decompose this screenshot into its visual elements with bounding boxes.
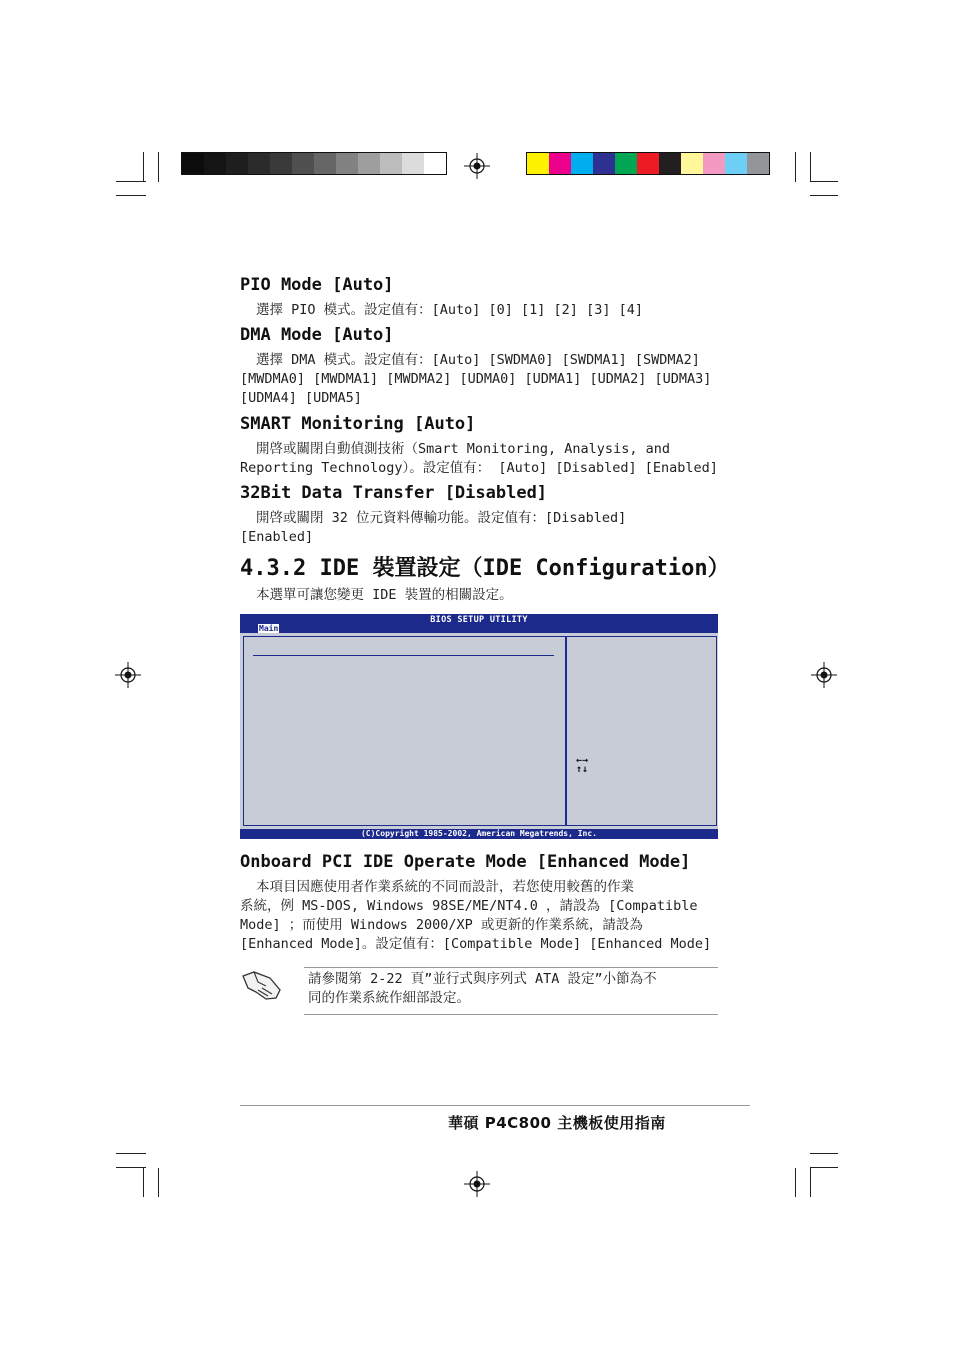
section-body-pio-mode <box>240 301 718 320</box>
body-line: [UDMA4] [UDMA5] <box>240 390 362 406</box>
bios-copyright: (C)Copyright 1985-2002, American Megatrends, Inc. <box>360 829 597 838</box>
crop-mark <box>116 1167 146 1168</box>
calibration-swatch <box>747 153 769 174</box>
body-line: [Enabled] <box>240 529 314 545</box>
calibration-swatch <box>248 153 270 174</box>
registration-mark-icon <box>464 1171 490 1197</box>
crop-mark <box>116 181 146 182</box>
body-line: 選擇 DMA 模式。設定值有：[Auto] [SWDMA0] [SWDMA1] [SWDMA2] <box>256 352 700 368</box>
calibration-swatch <box>615 153 637 174</box>
crop-mark <box>810 195 838 196</box>
bios-divider <box>253 655 554 656</box>
note-text <box>308 970 718 1008</box>
page-title: 4.3.2 IDE 裝置設定（IDE Configuration） <box>240 556 730 581</box>
crop-mark <box>116 195 146 196</box>
note-line: 同的作業系統作細部設定。 <box>308 990 470 1006</box>
page-footer: 華碩 P4C800 主機板使用指南 <box>448 1114 666 1132</box>
calibration-swatch <box>527 153 549 174</box>
calibration-swatch <box>182 153 204 174</box>
crop-mark <box>158 152 159 182</box>
note-hand-icon <box>240 968 284 1002</box>
note-divider <box>304 1014 718 1015</box>
footer-rule <box>240 1105 750 1106</box>
calibration-swatch <box>314 153 336 174</box>
calibration-swatch <box>204 153 226 174</box>
bios-navigation-icon <box>576 756 588 774</box>
crop-mark <box>795 152 796 182</box>
section-body-dma-mode <box>240 351 718 408</box>
section-heading-pio-mode: PIO Mode [Auto] <box>240 275 394 295</box>
note-divider <box>304 967 718 968</box>
crop-mark <box>810 1153 838 1154</box>
crop-mark <box>795 1168 796 1197</box>
calibration-swatch <box>703 153 725 174</box>
crop-mark <box>143 1168 144 1197</box>
section-body-onboard-pci-ide <box>240 878 718 954</box>
registration-mark-icon <box>115 662 141 688</box>
bios-screenshot <box>240 614 718 839</box>
crop-mark <box>810 1167 838 1168</box>
section-body-32bit-transfer <box>240 509 718 547</box>
body-line: 本項目因應使用者作業系統的不同而設計，若您使用較舊的作業 <box>256 879 634 895</box>
section-body-smart-monitoring <box>240 440 718 478</box>
bios-help-panel <box>566 636 717 826</box>
bios-status-bar <box>240 829 718 839</box>
calibration-swatch <box>402 153 424 174</box>
body-line: 開啓或關閉自動偵測技術（Smart Monitoring, Analysis, and <box>256 441 670 457</box>
up-down-arrows-icon: ↑↓ <box>576 764 589 775</box>
registration-mark-icon <box>464 153 490 179</box>
note-line: 請參閱第 2-22 頁”並行式與序列式 ATA 設定”小節為不 <box>308 971 657 987</box>
calibration-swatch <box>336 153 358 174</box>
body-line: 本選單可讓您變更 IDE 裝置的相關設定。 <box>256 587 513 603</box>
section-heading-smart-monitoring: SMART Monitoring [Auto] <box>240 414 476 434</box>
calibration-swatch <box>637 153 659 174</box>
body-line: 選擇 PIO 模式。設定值有：[Auto] [0] [1] [2] [3] [4] <box>256 302 643 318</box>
body-line: [MWDMA0] [MWDMA1] [MWDMA2] [UDMA0] [UDMA1] [UDMA2] [UDMA3] <box>240 371 712 387</box>
color-calibration-bar <box>526 152 770 175</box>
bios-settings-panel <box>243 636 566 826</box>
body-line: Reporting Technology）。設定值有： [Auto] [Disabled] [Enabled] <box>240 460 718 476</box>
calibration-swatch <box>571 153 593 174</box>
left-right-arrows-icon: ←→ <box>576 755 589 766</box>
calibration-swatch <box>424 153 446 174</box>
calibration-swatch <box>659 153 681 174</box>
section-heading-32bit-transfer: 32Bit Data Transfer [Disabled] <box>240 483 548 503</box>
crop-mark <box>810 181 838 182</box>
bios-tab-main[interactable]: Main <box>259 624 279 633</box>
calibration-swatch <box>226 153 248 174</box>
section-heading-onboard-pci-ide: Onboard PCI IDE Operate Mode [Enhanced Mode] <box>240 852 691 872</box>
calibration-swatch <box>725 153 747 174</box>
calibration-swatch <box>549 153 571 174</box>
section-heading-dma-mode: DMA Mode [Auto] <box>240 325 394 345</box>
calibration-swatch <box>380 153 402 174</box>
crop-mark <box>810 1168 811 1197</box>
calibration-swatch <box>358 153 380 174</box>
crop-mark <box>810 152 811 182</box>
calibration-swatch <box>292 153 314 174</box>
grayscale-calibration-bar <box>181 152 447 175</box>
intro-text <box>240 586 718 605</box>
body-line: 系統，例 MS-DOS, Windows 98SE/ME/NT4.0 ，請設為 [Compatible <box>240 898 698 914</box>
body-line: [Enhanced Mode]。設定值有：[Compatible Mode] [Enhanced Mode] <box>240 936 712 952</box>
body-line: 開啓或關閉 32 位元資料傳輸功能。設定值有：[Disabled] <box>256 510 627 526</box>
crop-mark <box>143 152 144 182</box>
crop-mark <box>116 1153 146 1154</box>
bios-title: BIOS SETUP UTILITY <box>430 615 528 625</box>
body-line: Mode] ；而使用 Windows 2000/XP 或更新的作業系統，請設為 <box>240 917 643 933</box>
bios-title-bar <box>240 614 718 633</box>
calibration-swatch <box>681 153 703 174</box>
crop-mark <box>158 1168 159 1197</box>
registration-mark-icon <box>811 662 837 688</box>
calibration-swatch <box>270 153 292 174</box>
calibration-swatch <box>593 153 615 174</box>
